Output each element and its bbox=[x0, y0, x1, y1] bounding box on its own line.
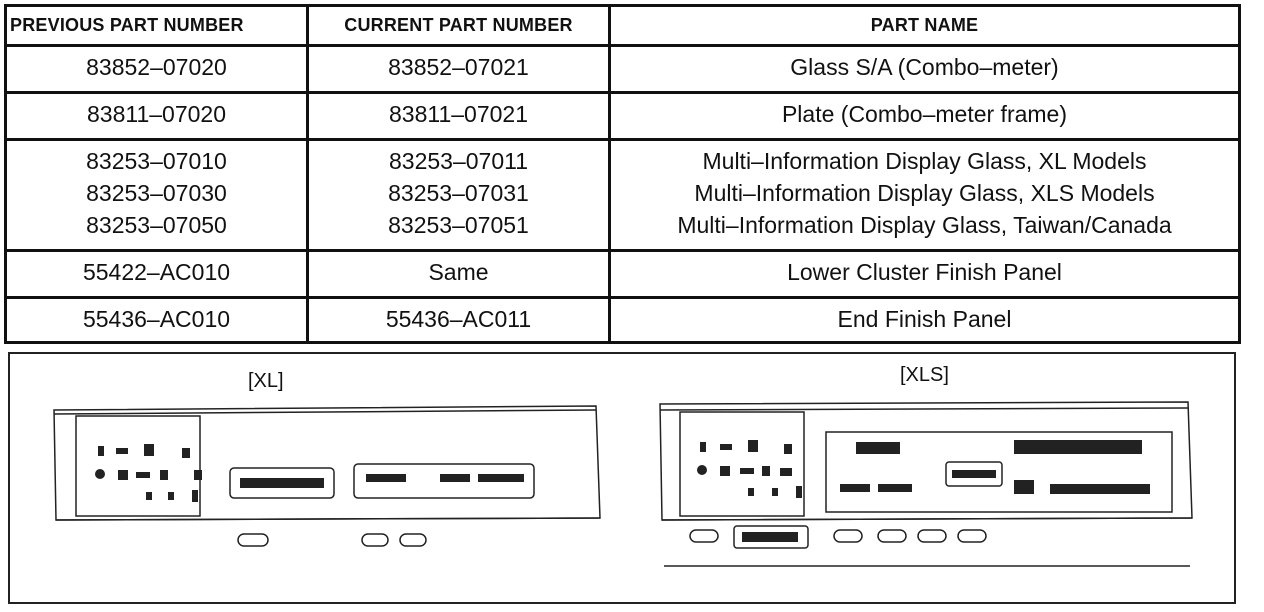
current-part-number-cell bbox=[308, 46, 610, 93]
previous-part-number-cell bbox=[6, 251, 308, 298]
current-part-number-cell bbox=[308, 93, 610, 140]
current-part-number: 83253–07031 bbox=[388, 180, 529, 206]
table-row bbox=[6, 46, 1240, 93]
xl-warning-lamp-panel bbox=[76, 416, 200, 516]
table-row bbox=[6, 140, 1240, 251]
current-part-number: 83811–07021 bbox=[389, 101, 528, 127]
xl-cluster-outline bbox=[54, 406, 600, 520]
table-header-row bbox=[6, 6, 1240, 46]
current-part-number-cell bbox=[308, 298, 610, 343]
xls-button bbox=[878, 530, 906, 542]
part-name: Multi–Information Display Glass, XLS Models bbox=[694, 180, 1155, 206]
previous-part-number: 83811–07020 bbox=[87, 101, 226, 127]
xl-button bbox=[238, 534, 268, 546]
current-part-number: 83253–07011 bbox=[389, 148, 528, 174]
part-name: End Finish Panel bbox=[837, 306, 1012, 332]
previous-part-number: 83253–07030 bbox=[86, 180, 227, 206]
part-name-cell bbox=[610, 93, 1240, 140]
current-part-number: 55436–AC011 bbox=[385, 306, 532, 332]
part-name-cell bbox=[610, 140, 1240, 251]
xls-cluster-drawing bbox=[656, 394, 1216, 574]
previous-part-number-cell bbox=[6, 46, 308, 93]
header-part-name: PART NAME bbox=[610, 6, 1240, 46]
current-part-number: Same bbox=[428, 259, 489, 285]
part-name: Multi–Information Display Glass, XL Models bbox=[702, 148, 1147, 174]
part-name: Glass S/A (Combo–meter) bbox=[790, 54, 1059, 80]
xls-button bbox=[918, 530, 946, 542]
part-name: Lower Cluster Finish Panel bbox=[787, 259, 1062, 285]
previous-part-number-cell bbox=[6, 140, 308, 251]
part-name-cell bbox=[610, 251, 1240, 298]
table-row bbox=[6, 93, 1240, 140]
previous-part-number: 55436–AC010 bbox=[82, 306, 231, 332]
part-name: Multi–Information Display Glass, Taiwan/Canada bbox=[677, 212, 1172, 238]
part-name: Plate (Combo–meter frame) bbox=[781, 101, 1068, 127]
table-row bbox=[6, 251, 1240, 298]
previous-part-number: 83253–07050 bbox=[86, 212, 227, 238]
part-name-cell bbox=[610, 46, 1240, 93]
current-part-number: 83253–07051 bbox=[388, 212, 529, 238]
parts-table bbox=[4, 4, 1241, 344]
table-row bbox=[6, 298, 1240, 343]
xl-button bbox=[362, 534, 388, 546]
part-name-cell bbox=[610, 298, 1240, 343]
current-part-number: 83852–07021 bbox=[388, 54, 529, 80]
previous-part-number: 83253–07010 bbox=[86, 148, 227, 174]
xl-button bbox=[400, 534, 426, 546]
previous-part-number: 55422–AC010 bbox=[82, 259, 231, 285]
xls-caption: [XLS] bbox=[900, 364, 949, 386]
cluster-illustration-frame bbox=[8, 352, 1236, 604]
previous-part-number-cell bbox=[6, 298, 308, 343]
header-previous-part-number: PREVIOUS PART NUMBER bbox=[6, 6, 308, 46]
previous-part-number: 83852–07020 bbox=[86, 54, 227, 80]
header-current-part-number: CURRENT PART NUMBER bbox=[308, 6, 610, 46]
xls-button bbox=[834, 530, 862, 542]
xls-cluster-outline bbox=[660, 402, 1192, 520]
xls-warning-lamp-panel bbox=[680, 412, 804, 516]
xl-caption: [XL] bbox=[248, 370, 284, 392]
previous-part-number-cell bbox=[6, 93, 308, 140]
current-part-number-cell bbox=[308, 251, 610, 298]
xls-button bbox=[958, 530, 986, 542]
xl-cluster-drawing bbox=[50, 398, 610, 568]
xls-button bbox=[690, 530, 718, 542]
current-part-number-cell bbox=[308, 140, 610, 251]
